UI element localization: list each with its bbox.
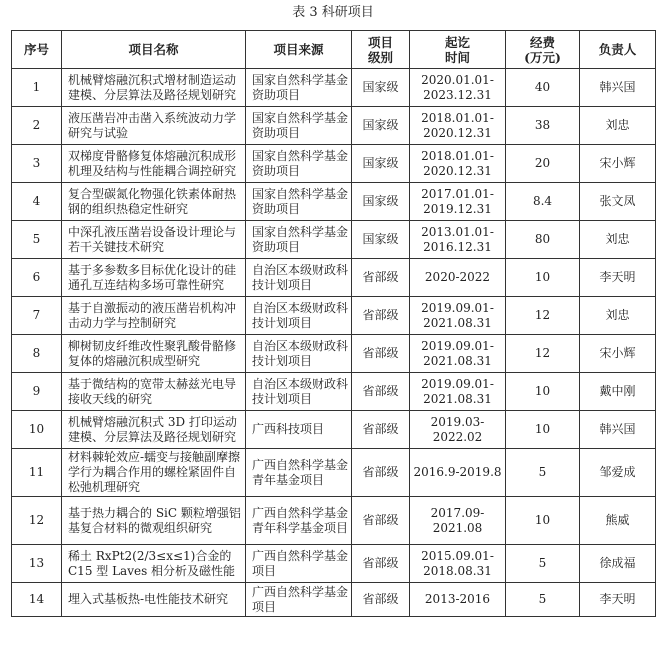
research-projects-table [11, 30, 656, 617]
cell-level: 国家级 [352, 107, 410, 145]
cell-period: 2019.09.01-2021.08.31 [410, 373, 506, 411]
table-row [12, 183, 656, 221]
cell-project-source: 广西自然科学基金项目 [246, 583, 352, 617]
cell-project-name: 中深孔液压凿岩设备设计理论与若干关键技术研究 [62, 221, 246, 259]
cell-index: 13 [12, 545, 62, 583]
cell-index: 5 [12, 221, 62, 259]
cell-funds: 5 [506, 545, 580, 583]
cell-index: 11 [12, 449, 62, 497]
cell-period: 2015.09.01-2018.08.31 [410, 545, 506, 583]
cell-project-name: 埋入式基板热-电性能技术研究 [62, 583, 246, 617]
cell-leader: 刘忠 [580, 107, 656, 145]
cell-period: 2018.01.01-2020.12.31 [410, 107, 506, 145]
cell-funds: 12 [506, 335, 580, 373]
cell-period: 2018.01.01-2020.12.31 [410, 145, 506, 183]
cell-leader: 熊威 [580, 497, 656, 545]
cell-leader: 宋小辉 [580, 145, 656, 183]
cell-index: 3 [12, 145, 62, 183]
cell-funds: 10 [506, 373, 580, 411]
cell-project-name: 液压凿岩冲击凿入系统波动力学研究与试验 [62, 107, 246, 145]
cell-funds: 5 [506, 583, 580, 617]
cell-level: 省部级 [352, 259, 410, 297]
cell-project-source: 自治区本级财政科技计划项目 [246, 335, 352, 373]
cell-project-source: 广西自然科学基金项目 [246, 545, 352, 583]
cell-project-name: 稀土 RxPt2(2/3≤x≤1)合金的 C15 型 Laves 相分析及磁性能 [62, 545, 246, 583]
cell-funds: 10 [506, 411, 580, 449]
cell-funds: 8.4 [506, 183, 580, 221]
cell-leader: 张文凤 [580, 183, 656, 221]
cell-project-name: 基于微结构的宽带太赫兹光电导接收天线的研究 [62, 373, 246, 411]
cell-level: 国家级 [352, 183, 410, 221]
cell-index: 10 [12, 411, 62, 449]
header-leader: 负责人 [580, 31, 656, 69]
cell-project-source: 自治区本级财政科技计划项目 [246, 297, 352, 335]
cell-project-source: 国家自然科学基金资助项目 [246, 107, 352, 145]
table-row [12, 411, 656, 449]
cell-index: 9 [12, 373, 62, 411]
table-body [12, 69, 656, 617]
cell-project-source: 国家自然科学基金资助项目 [246, 183, 352, 221]
table-row [12, 373, 656, 411]
cell-index: 2 [12, 107, 62, 145]
cell-index: 12 [12, 497, 62, 545]
cell-index: 1 [12, 69, 62, 107]
cell-level: 省部级 [352, 373, 410, 411]
cell-project-name: 材料棘轮效应-蠕变与接触副摩擦学行为耦合作用的螺栓紧固件自松弛机理研究 [62, 449, 246, 497]
cell-project-name: 机械臂熔融沉积式 3D 打印运动建模、分层算法及路径规划研究 [62, 411, 246, 449]
cell-funds: 80 [506, 221, 580, 259]
header-source: 项目来源 [246, 31, 352, 69]
cell-period: 2013-2016 [410, 583, 506, 617]
cell-project-source: 广西科技项目 [246, 411, 352, 449]
table-caption: 表 3 科研项目 [292, 5, 374, 20]
cell-level: 国家级 [352, 221, 410, 259]
cell-level: 省部级 [352, 297, 410, 335]
cell-level: 省部级 [352, 411, 410, 449]
table-row [12, 497, 656, 545]
cell-project-source: 国家自然科学基金资助项目 [246, 69, 352, 107]
cell-leader: 宋小辉 [580, 335, 656, 373]
cell-leader: 韩兴国 [580, 69, 656, 107]
cell-project-name: 基于热力耦合的 SiC 颗粒增强铝基复合材料的微观组织研究 [62, 497, 246, 545]
cell-funds: 5 [506, 449, 580, 497]
header-index: 序号 [12, 31, 62, 69]
cell-period: 2020-2022 [410, 259, 506, 297]
cell-leader: 刘忠 [580, 221, 656, 259]
table-row [12, 545, 656, 583]
cell-funds: 38 [506, 107, 580, 145]
cell-funds: 20 [506, 145, 580, 183]
table-row [12, 145, 656, 183]
cell-index: 8 [12, 335, 62, 373]
cell-leader: 李天明 [580, 259, 656, 297]
cell-level: 国家级 [352, 69, 410, 107]
table-row [12, 221, 656, 259]
cell-project-name: 双梯度骨骼修复体熔融沉积成形机理及结构与性能耦合调控研究 [62, 145, 246, 183]
table-row [12, 107, 656, 145]
cell-project-source: 国家自然科学基金资助项目 [246, 221, 352, 259]
cell-leader: 戴中刚 [580, 373, 656, 411]
header-name: 项目名称 [62, 31, 246, 69]
cell-level: 省部级 [352, 583, 410, 617]
cell-project-source: 广西自然科学基金青年科学基金项目 [246, 497, 352, 545]
cell-project-name: 机械臂熔融沉积式增材制造运动建模、分层算法及路径规划研究 [62, 69, 246, 107]
cell-level: 省部级 [352, 335, 410, 373]
cell-period: 2019.09.01-2021.08.31 [410, 297, 506, 335]
cell-period: 2017.09-2021.08 [410, 497, 506, 545]
cell-leader: 韩兴国 [580, 411, 656, 449]
cell-project-source: 国家自然科学基金资助项目 [246, 145, 352, 183]
cell-project-name: 基于多参数多目标优化设计的硅通孔互连结构多场可靠性研究 [62, 259, 246, 297]
cell-funds: 10 [506, 497, 580, 545]
cell-level: 省部级 [352, 497, 410, 545]
cell-leader: 刘忠 [580, 297, 656, 335]
cell-project-source: 广西自然科学基金青年基金项目 [246, 449, 352, 497]
table-row [12, 449, 656, 497]
cell-level: 省部级 [352, 545, 410, 583]
cell-project-source: 自治区本级财政科技计划项目 [246, 373, 352, 411]
table-row [12, 297, 656, 335]
cell-period: 2020.01.01-2023.12.31 [410, 69, 506, 107]
header-row [12, 31, 656, 69]
cell-leader: 李天明 [580, 583, 656, 617]
cell-index: 14 [12, 583, 62, 617]
cell-leader: 徐成福 [580, 545, 656, 583]
table-row [12, 69, 656, 107]
cell-project-name: 基于自激振动的液压凿岩机构冲击动力学与控制研究 [62, 297, 246, 335]
cell-period: 2013.01.01-2016.12.31 [410, 221, 506, 259]
table-row [12, 259, 656, 297]
cell-project-name: 复合型碳氮化物强化铁素体耐热钢的组织热稳定性研究 [62, 183, 246, 221]
cell-project-source: 自治区本级财政科技计划项目 [246, 259, 352, 297]
cell-leader: 邹爱成 [580, 449, 656, 497]
cell-index: 6 [12, 259, 62, 297]
cell-index: 7 [12, 297, 62, 335]
cell-index: 4 [12, 183, 62, 221]
cell-period: 2019.03-2022.02 [410, 411, 506, 449]
table-row [12, 583, 656, 617]
cell-funds: 40 [506, 69, 580, 107]
cell-period: 2016.9-2019.8 [410, 449, 506, 497]
header-period: 起讫 时间 [410, 31, 506, 69]
header-funds: 经费 (万元) [506, 31, 580, 69]
cell-funds: 12 [506, 297, 580, 335]
header-level: 项目 级别 [352, 31, 410, 69]
cell-funds: 10 [506, 259, 580, 297]
cell-level: 省部级 [352, 449, 410, 497]
cell-project-name: 柳树韧皮纤维改性聚乳酸骨骼修复体的熔融沉积成型研究 [62, 335, 246, 373]
table-row [12, 335, 656, 373]
cell-period: 2019.09.01-2021.08.31 [410, 335, 506, 373]
cell-level: 国家级 [352, 145, 410, 183]
cell-period: 2017.01.01-2019.12.31 [410, 183, 506, 221]
